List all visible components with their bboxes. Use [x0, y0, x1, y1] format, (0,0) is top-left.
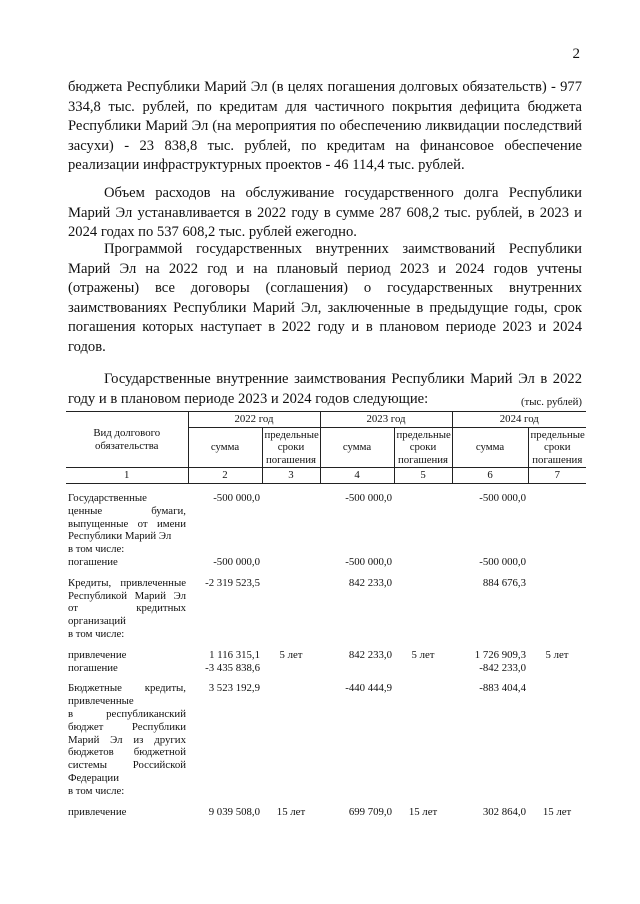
table-header-row-years	[66, 412, 586, 428]
total-2022: -500 000,0	[213, 491, 260, 504]
row-label: привлеченные	[68, 695, 134, 708]
table-row	[66, 682, 586, 695]
row-label: ценные бумаги,	[68, 504, 186, 517]
row-label: Бюджетные кредиты,	[68, 682, 186, 695]
table-row	[66, 577, 586, 590]
paragraph-debt-service: Объем расходов на обслуживание государственного долга Республики Марий Эл устанавливается в 2022 году в сумме 287 608,2 тыс. рублей, в 2023 и 2024 годах по 537 608,2 тыс. рублей ежегодно.	[68, 185, 582, 241]
term-2023: 15 лет	[408, 805, 438, 818]
value-2022: 9 039 508,0	[208, 805, 260, 818]
row-label-attraction: привлечение	[68, 648, 127, 661]
subheader-term: предельные сроки погашения	[394, 427, 452, 468]
borrowings-table	[66, 411, 586, 818]
row-label: организаций	[68, 615, 126, 628]
row-label: в республиканский	[68, 707, 186, 720]
term-2023: 5 лет	[411, 648, 435, 661]
row-label: Марий Эл из других	[68, 733, 186, 746]
column-header-2022: 2022 год	[188, 412, 320, 428]
term-2022: 15 лет	[276, 805, 306, 818]
value-2022: -3 435 838,6	[205, 661, 260, 674]
subheader-sum: сумма	[188, 427, 262, 468]
value-2022: 1 116 315,1	[209, 648, 260, 661]
table-row	[66, 492, 586, 505]
total-2023: -500 000,0	[345, 491, 393, 504]
total-2022: -2 319 523,5	[205, 576, 260, 589]
value-2024: -842 233,0	[479, 661, 527, 674]
value-2023: 699 709,0	[348, 805, 393, 818]
column-number: 3	[262, 468, 320, 484]
total-2024: -500 000,0	[479, 491, 527, 504]
column-number: 6	[452, 468, 528, 484]
paragraph-budget-credits: бюджета Республики Марий Эл (в целях погашения долговых обязательств) - 977 334,8 тыс. рублей, по кредитам для частичного покрытия дефицита бюджета Республики Марий Эл (на мероприятия по обеспечению ликвидации последствий засухи) - 23 838,8 тыс. рублей, по кредитам на финансовое обеспечение реализации инфраструктурных проектов - 46 114,4 тыс. рублей.	[68, 79, 582, 174]
subheader-term: предельные сроки погашения	[262, 427, 320, 468]
table-row	[66, 662, 586, 675]
row-label: Кредиты, привлеченные	[68, 576, 186, 589]
row-label: бюджетов бюджетной	[68, 746, 186, 759]
paragraph-table-intro: Государственные внутренние заимствования Республики Марий Эл в 2022 году и в плановом периоде 2023 и 2024 годов следующие:	[68, 371, 582, 407]
value-2024: 302 864,0	[482, 805, 527, 818]
row-label: Государственные	[68, 491, 147, 504]
value-2023: -500 000,0	[345, 555, 393, 568]
column-number: 1	[66, 468, 188, 484]
total-2024: 884 676,3	[482, 576, 527, 589]
table-row	[66, 806, 586, 819]
total-2023: 842 233,0	[348, 576, 393, 589]
column-number: 5	[394, 468, 452, 484]
total-2023: -440 444,9	[345, 682, 393, 695]
term-2023	[394, 556, 452, 569]
term-2024	[528, 556, 586, 569]
value-2023: 842 233,0	[348, 648, 393, 661]
subheader-sum: сумма	[320, 427, 394, 468]
column-header-2024: 2024 год	[452, 412, 586, 428]
term-2023	[394, 662, 452, 675]
column-number: 2	[188, 468, 262, 484]
column-header-debt-type: Вид долгового обязательства	[66, 412, 188, 468]
row-label-repayment: погашение	[68, 555, 118, 568]
row-label: бюджет Республики	[68, 720, 186, 733]
term-2022	[262, 556, 320, 569]
column-number: 7	[528, 468, 586, 484]
row-label: Федерации	[68, 771, 119, 784]
row-label: системы Российской	[68, 759, 186, 772]
term-2024	[528, 662, 586, 675]
total-2024: -883 404,4	[479, 682, 527, 695]
including-label: в том числе:	[68, 543, 125, 556]
total-2022: 3 523 192,9	[208, 682, 260, 695]
row-label-attraction: привлечение	[68, 805, 127, 818]
value-2023	[320, 662, 394, 675]
row-label: Республики Марий Эл	[68, 530, 172, 543]
term-2022: 5 лет	[279, 648, 303, 661]
value-2022: -500 000,0	[213, 555, 260, 568]
including-label: в том числе:	[68, 784, 125, 797]
row-label: от кредитных	[68, 602, 186, 615]
term-2024: 15 лет	[542, 805, 572, 818]
row-label: Республикой Марий Эл	[68, 589, 186, 602]
term-2024: 5 лет	[545, 648, 569, 661]
table-row	[66, 556, 586, 569]
table-header-row-numbers	[66, 468, 586, 484]
term-2022	[262, 662, 320, 675]
table-unit-label: (тыс. рублей)	[520, 396, 582, 408]
including-label: в том числе:	[68, 627, 125, 640]
value-2024: 1 726 909,3	[474, 648, 527, 661]
row-label-repayment: погашение	[68, 661, 118, 674]
paragraph-borrowing-program: Программой государственных внутренних заимствований Республики Марий Эл на 2022 год и на плановый период 2023 и 2024 годов учтены (отражены) все договоры (соглашения) о государственных внутренних заимствованиях Республики Марий Эл, заключенные в предыдущие годы, срок погашения которых наступает в 2022 году и в плановом периоде 2023 и 2024 годов.	[68, 241, 582, 355]
column-header-2023: 2023 год	[320, 412, 452, 428]
value-2024: -500 000,0	[479, 555, 527, 568]
page-number: 2	[572, 46, 580, 62]
row-label: выпущенные от имени	[68, 517, 186, 530]
table-row	[66, 649, 586, 662]
subheader-sum: сумма	[452, 427, 528, 468]
column-number: 4	[320, 468, 394, 484]
subheader-term: предельные сроки погашения	[528, 427, 586, 468]
